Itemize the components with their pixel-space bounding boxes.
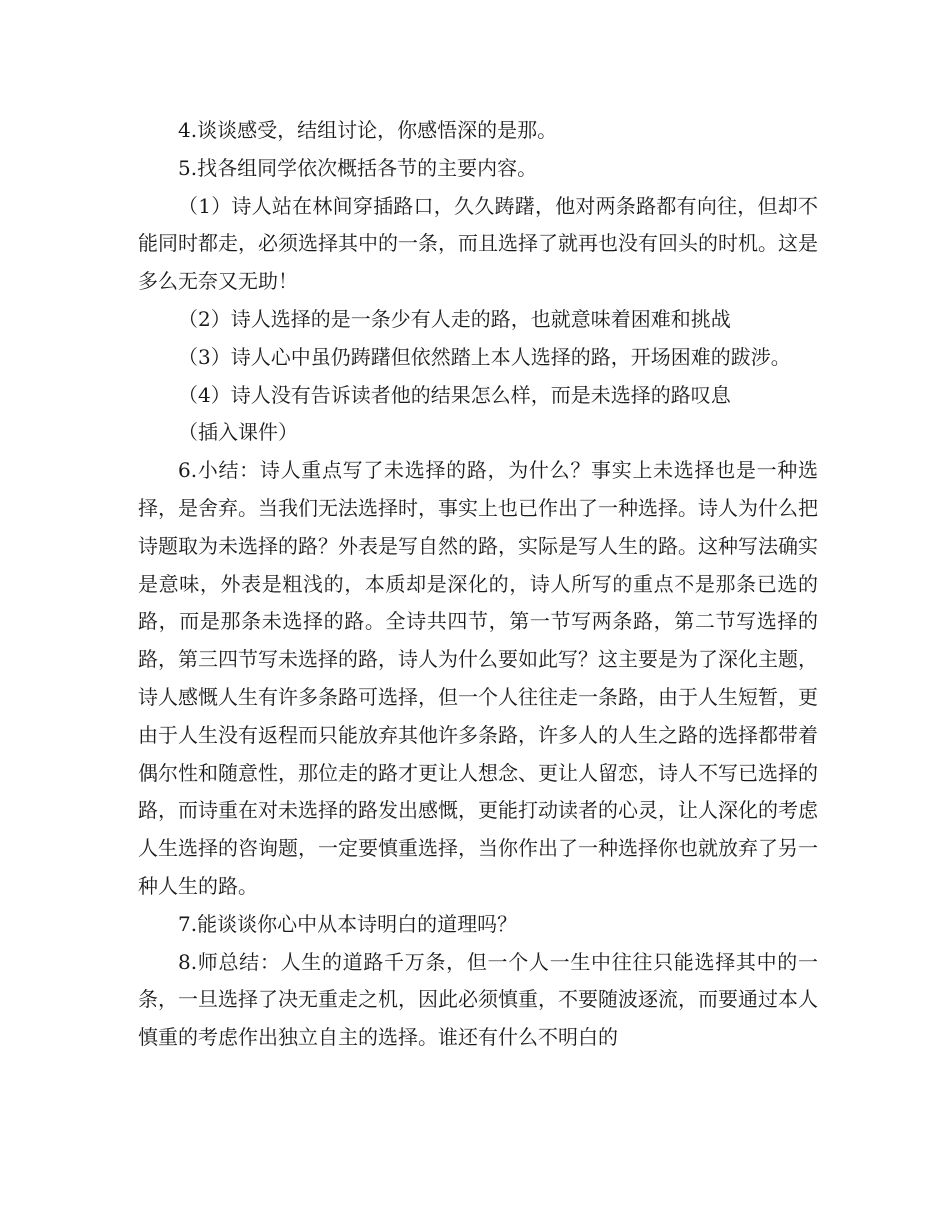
paragraph-summary: 6.小结：诗人重点写了未选择的路，为什么？事实上未选择也是一种选择，是舍弃。当我们无法选择时，事实上也已作出了一种选择。诗人为什么把诗题取为未选择的路？外表是写自然的路，实际是写人生的路。这种写法确实是意味，外表是粗浅的，本质却是深化的，诗人所写的重点不是那条已选的路，而是那条未选择的路。全诗共四节，第一节写两条路，第二节写选择的路，第三四节写未选择的路，诗人为什么要如此写？这主要是为了深化主题，诗人感慨人生有许多条路可选择，但一个人往往走一条路，由于人生短暂，更由于人生没有返程而只能放弃其他许多条路，许多人的人生之路的选择都带着偶尔性和随意性，那位走的路才更让人想念、更让人留恋，诗人不写已选择的路，而诗重在对未选择的路发出感慨，更能打动读者的心灵，让人深化的考虑人生选择的咨询题，一定要慎重选择，当你作出了一种选择你也就放弃了另一种人生的路。 (138, 458, 818, 898)
paragraph-insert-courseware: （插入课件） (178, 420, 298, 445)
document-body (138, 112, 818, 1057)
paragraph-item-7: 7.能谈谈你心中从本诗明白的道理吗？ (178, 911, 518, 936)
paragraph-section-3: （3）诗人心中虽仍踌躇但依然踏上本人选择的路，开场困难的跋涉。 (178, 344, 791, 369)
paragraph-section-1: （1）诗人站在林间穿插路口，久久踌躇，他对两条路都有向往，但却不能同时都走，必须选择其中的一条，而且选择了就再也没有回头的时机。这是多么无奈又无助！ (138, 193, 818, 294)
paragraph-section-2: （2）诗人选择的是一条少有人走的路，也就意味着困难和挑战 (178, 306, 731, 331)
paragraph-item-4: 4.谈谈感受，结组讨论，你感悟深的是那。 (178, 118, 558, 142)
paragraph-teacher-summary: 8.师总结：人生的道路千万条，但一个人一生中往往只能选择其中的一条，一旦选择了决无重走之机，因此必须慎重，不要随波逐流，而要通过本人慎重的考虑作出独立自主的选择。谁还有什么不明白的 (138, 949, 818, 1050)
paragraph-section-4: （4）诗人没有告诉读者他的结果怎么样，而是未选择的路叹息 (178, 382, 731, 407)
paragraph-item-5: 5.找各组同学依次概括各节的主要内容。 (178, 155, 538, 180)
